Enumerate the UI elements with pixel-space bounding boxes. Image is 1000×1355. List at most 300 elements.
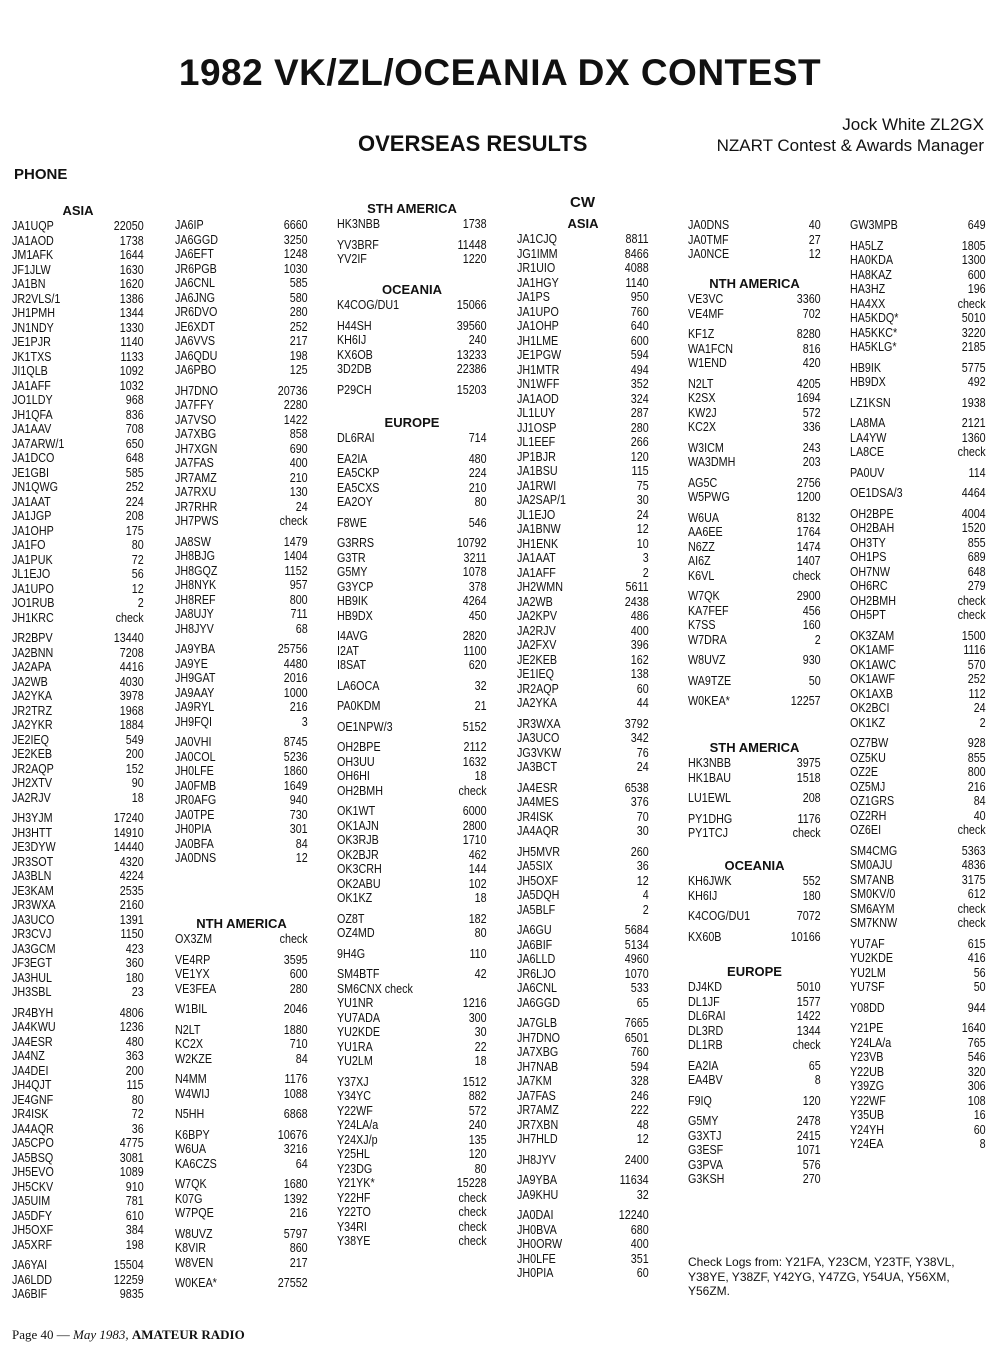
callsign: G5MY [337, 565, 368, 579]
result-row [337, 996, 487, 1011]
callsign: JA6BIF [517, 937, 553, 952]
callsign: JR7RHR [175, 499, 218, 514]
result-row [337, 819, 487, 834]
result-row [337, 891, 487, 906]
page-title: 1982 VK/ZL/OCEANIA DX CONTEST [178, 52, 822, 93]
callsign: EA2OY [337, 495, 373, 509]
result-row [337, 1118, 487, 1133]
score: 243 [802, 440, 821, 455]
result-row [175, 715, 308, 730]
callsign: JA1OHP [12, 523, 54, 538]
score: check [279, 514, 308, 528]
result-row [12, 1006, 144, 1021]
result-row [688, 233, 821, 248]
callsign: JH1PMH [12, 306, 56, 320]
result-row [517, 261, 649, 276]
score: 11448 [457, 237, 487, 252]
score: 4205 [796, 376, 821, 391]
result-row [688, 1059, 821, 1074]
score: 1330 [119, 320, 144, 335]
score: 1360 [961, 430, 986, 445]
result-row [175, 764, 308, 779]
result-row [337, 383, 487, 398]
result-row [12, 379, 144, 394]
callsign: JN1QWG [12, 480, 58, 494]
result-row [517, 1252, 649, 1267]
result-row [517, 435, 649, 450]
result-row [688, 554, 821, 569]
result-row [850, 716, 986, 731]
score: 180 [802, 888, 821, 903]
result-row [688, 791, 821, 806]
score: 1071 [796, 1143, 821, 1157]
callsign: JO1LDY [12, 393, 53, 407]
score: 1404 [283, 549, 308, 563]
result-row [175, 1087, 308, 1102]
callsign: JA1FO [12, 538, 46, 552]
score: 1884 [119, 718, 144, 732]
result-row [12, 1136, 144, 1151]
result-row [337, 658, 487, 673]
result-row [12, 611, 144, 626]
callsign: JA5DQH [517, 888, 560, 902]
callsign: Y23DG [337, 1161, 373, 1176]
score: 14440 [113, 840, 144, 854]
callsign: JA6LDD [12, 1272, 53, 1287]
score: 22386 [456, 362, 487, 376]
score: 8811 [625, 232, 649, 246]
result-row [175, 1177, 308, 1192]
score: 80 [474, 1161, 487, 1176]
score: 56 [973, 965, 986, 980]
score: 1407 [796, 554, 821, 568]
result-row [517, 1153, 649, 1168]
score: 1500 [961, 628, 986, 643]
score: 384 [125, 1223, 144, 1237]
callsign: H44SH [337, 318, 372, 333]
result-row [688, 618, 821, 633]
result-row [688, 327, 821, 342]
callsign: JA5CPO [12, 1136, 54, 1150]
result-row [12, 631, 144, 646]
score: 585 [125, 465, 144, 480]
result-row [517, 795, 649, 810]
result-row [850, 507, 986, 522]
callsign: JH2WMN [517, 580, 563, 594]
callsign: JE4GNF [12, 1092, 54, 1107]
result-row [12, 306, 144, 321]
score: 60 [636, 1266, 649, 1280]
score: 80 [131, 1092, 144, 1107]
score: 210 [468, 480, 487, 495]
score: 910 [125, 1179, 144, 1194]
callsign: JA2BNN [12, 645, 54, 660]
result-row [12, 826, 144, 841]
callsign: JH7XGN [175, 441, 218, 456]
score: 175 [125, 523, 144, 538]
result-row [688, 1094, 821, 1109]
result-row [337, 1147, 487, 1162]
result-row [517, 508, 649, 523]
callsign: W2KZE [175, 1051, 213, 1066]
score: 420 [802, 356, 821, 370]
result-row [175, 1157, 308, 1172]
section-title: NTH AMERICA [196, 916, 287, 931]
callsign: OX3ZM [175, 932, 213, 946]
result-row [850, 736, 986, 751]
callsign: EA5CXS [337, 480, 380, 495]
score: 1386 [119, 291, 144, 306]
callsign: OZ5KU [850, 750, 886, 765]
callsign: JP1BJR [517, 449, 556, 464]
score: 217 [289, 334, 308, 348]
callsign: HA8KAZ [850, 267, 892, 282]
score: 1512 [462, 1074, 487, 1089]
callsign: JA3HUL [12, 970, 53, 985]
result-row [517, 952, 649, 967]
score: 612 [967, 887, 986, 901]
callsign: K4COG/DU1 [337, 298, 400, 312]
result-row [12, 248, 144, 263]
callsign: JH1QFA [12, 407, 53, 422]
score: 336 [802, 420, 821, 434]
result-row [337, 431, 487, 446]
result-row [517, 305, 649, 320]
score: 1089 [119, 1165, 144, 1179]
result-row [517, 1045, 649, 1060]
result-row [12, 219, 144, 234]
score: 1116 [963, 643, 986, 657]
result-row [12, 277, 144, 292]
callsign: JE2KEB [517, 652, 558, 667]
score: 42 [474, 967, 487, 981]
callsign: OE1DSA/3 [850, 486, 903, 500]
section-title: STH AMERICA [709, 740, 800, 755]
result-row [175, 1276, 308, 1291]
callsign: JR2BPV [12, 631, 53, 645]
mode-cw: CW [570, 194, 595, 211]
callsign: DL1RB [688, 1038, 723, 1052]
callsign: JH3YJM [12, 811, 53, 825]
result-row [175, 427, 308, 442]
score: 957 [289, 578, 308, 592]
score: 12 [131, 581, 144, 596]
callsign: JK1TXS [12, 349, 52, 364]
callsign: JA1AOD [517, 391, 559, 406]
callsign: JA0DNS [688, 218, 730, 232]
score: 1344 [119, 306, 144, 320]
results-section [517, 215, 649, 1281]
score: 1577 [796, 994, 821, 1009]
score: 24 [973, 701, 986, 715]
result-row [850, 873, 986, 888]
score: 50 [973, 980, 986, 994]
result-row [175, 349, 308, 364]
result-row [517, 609, 649, 624]
result-row [12, 1180, 144, 1195]
callsign: JH4QJT [12, 1078, 52, 1092]
result-row [337, 580, 487, 595]
callsign: JA6GGD [517, 995, 561, 1010]
score: 494 [630, 362, 649, 377]
result-row [337, 1191, 487, 1206]
result-row [175, 1002, 308, 1017]
callsign: OK1AWF [850, 672, 896, 686]
callsign: HA0KDA [850, 253, 894, 267]
score: 3250 [283, 232, 308, 247]
result-row [850, 1050, 986, 1065]
callsign: JA4AQR [517, 824, 559, 838]
score: 160 [802, 618, 821, 632]
result-row [688, 1172, 821, 1187]
callsign: G3PVA [688, 1157, 724, 1172]
callsign: JH5EVO [12, 1165, 54, 1179]
score: 14910 [113, 825, 144, 840]
result-row [175, 1023, 308, 1038]
result-row [12, 1093, 144, 1108]
callsign: JA5BLF [517, 902, 556, 917]
score: 208 [802, 791, 821, 805]
callsign: Y38YE [337, 1234, 371, 1248]
callsign: JA1UQP [12, 219, 54, 233]
callsign: JH8GQZ [175, 563, 218, 578]
score: 3978 [119, 689, 144, 703]
result-row [175, 1256, 308, 1271]
callsign: JR2TRZ [12, 703, 53, 718]
result-row [850, 550, 986, 565]
result-row [175, 1142, 308, 1157]
callsign: JA8SW [175, 534, 211, 549]
callsign: K07G [175, 1191, 203, 1206]
result-row [850, 579, 986, 594]
result-row [12, 582, 144, 597]
callsign: JG3VKW [517, 745, 562, 760]
result-row [517, 1060, 649, 1075]
result-row [175, 514, 308, 529]
callsign: JA2WB [517, 594, 553, 609]
score: 2400 [624, 1152, 649, 1167]
score: 5152 [462, 719, 487, 734]
callsign: YU2KDE [337, 1025, 381, 1039]
callsign: JA0FMB [175, 778, 217, 793]
score: 6538 [624, 780, 649, 795]
callsign: JA2YKA [12, 689, 53, 703]
result-row [688, 1143, 821, 1158]
result-row [517, 232, 649, 247]
score: 216 [967, 779, 986, 794]
callsign: KA6CZS [175, 1156, 217, 1171]
callsign: JR0AFG [175, 793, 217, 807]
result-row [850, 1108, 986, 1123]
score: 1649 [283, 778, 308, 793]
result-row [850, 844, 986, 859]
score: 22050 [113, 219, 144, 233]
callsign: JJ1OSP [517, 420, 557, 435]
result-row [175, 779, 308, 794]
callsign: EA4BV [688, 1073, 723, 1087]
callsign: VE4MF [688, 306, 724, 321]
callsign: JE1IEQ [517, 667, 555, 681]
result-row [517, 1208, 649, 1223]
result-row [12, 747, 144, 762]
results-section [175, 915, 308, 1291]
score: 222 [630, 1103, 649, 1117]
score: 75 [636, 478, 649, 493]
result-row [688, 694, 821, 709]
result-row [337, 679, 487, 694]
score: 950 [630, 290, 649, 304]
score: 5363 [961, 843, 986, 858]
score: 120 [468, 1147, 487, 1161]
callsign: JH8NYK [175, 578, 217, 592]
score: 11634 [619, 1173, 649, 1187]
result-row [337, 1040, 487, 1055]
callsign: JR2AQP [12, 761, 54, 776]
callsign: JA1PS [517, 290, 550, 304]
score: 12 [636, 1132, 649, 1146]
callsign: JH1MTR [517, 362, 560, 377]
score: 5775 [961, 360, 986, 375]
score: 400 [289, 456, 308, 470]
callsign: JN1NDY [12, 320, 54, 335]
result-row [517, 874, 649, 889]
result-row [337, 1220, 487, 1235]
result-row [517, 746, 649, 761]
callsign: JA4MES [517, 795, 559, 809]
callsign: JH7HLD [517, 1132, 558, 1146]
score: 10166 [790, 929, 821, 944]
callsign: W7QK [175, 1177, 207, 1191]
result-row [12, 898, 144, 913]
score: 70 [636, 809, 649, 824]
callsign: JA7FAS [175, 456, 214, 470]
result-row [337, 699, 487, 714]
score: 2 [979, 715, 986, 730]
callsign: JH1KRC [12, 610, 54, 625]
result-row [175, 471, 308, 486]
callsign: W8VEN [175, 1255, 214, 1270]
result-row [12, 364, 144, 379]
score: 1938 [961, 395, 986, 410]
score: 5134 [624, 937, 649, 952]
result-row [850, 1021, 986, 1036]
score: 8132 [796, 510, 821, 525]
results-section [12, 202, 144, 1302]
score: 4264 [462, 594, 487, 608]
callsign: W7QK [688, 589, 720, 603]
score: check [957, 916, 986, 930]
callsign: PA0KDM [337, 699, 381, 713]
result-row [850, 416, 986, 431]
score: 2438 [624, 594, 649, 609]
result-row [337, 1234, 487, 1249]
results-section [688, 218, 821, 262]
result-row [688, 604, 821, 619]
callsign: OH2BPE [337, 740, 381, 754]
result-row [175, 549, 308, 564]
score: 270 [802, 1172, 821, 1186]
result-row [175, 735, 308, 750]
score: 80 [474, 495, 487, 509]
section-title: STH AMERICA [367, 201, 457, 216]
result-row [517, 1188, 649, 1203]
score: 2112 [463, 740, 487, 754]
callsign: DL6RAI [688, 1009, 726, 1023]
callsign: OK2BCI [850, 701, 890, 715]
score: check [957, 823, 986, 837]
result-row [688, 874, 821, 889]
result-row [337, 740, 487, 755]
score: 64 [295, 1156, 308, 1171]
callsign: JH2XTV [12, 776, 53, 790]
result-row [337, 862, 487, 877]
callsign: JL1EEF [517, 435, 556, 449]
score: 246 [630, 1088, 649, 1103]
score: 10 [636, 536, 649, 551]
callsign: JH1ENK [517, 536, 559, 551]
callsign: JR7AMZ [517, 1103, 559, 1117]
result-row [12, 718, 144, 733]
score: 1620 [119, 277, 144, 291]
score: 32 [474, 678, 487, 693]
callsign: JA9KHU [517, 1187, 559, 1202]
score: 1520 [961, 521, 986, 535]
score: 200 [125, 1063, 144, 1078]
callsign: JI1QLB [12, 364, 48, 378]
result-row [12, 509, 144, 524]
result-row [12, 1049, 144, 1064]
score: 6660 [283, 218, 308, 232]
result-row [12, 538, 144, 553]
result-row [850, 445, 986, 460]
score: 1088 [283, 1086, 308, 1101]
callsign: JA6GGD [175, 232, 219, 247]
score: 4320 [119, 854, 144, 869]
result-row [688, 633, 821, 648]
score: 1070 [624, 966, 649, 981]
result-row [12, 1209, 144, 1224]
result-row [12, 1194, 144, 1209]
callsign: W3ICM [688, 440, 724, 455]
callsign: KC2X [688, 420, 717, 434]
callsign: JR6PGB [175, 261, 217, 276]
callsign: JA1RWI [517, 478, 557, 493]
callsign: JH3HTT [12, 825, 53, 840]
callsign: Y24YH [850, 1122, 885, 1137]
score: 18 [474, 1054, 487, 1068]
results-section [337, 414, 487, 1249]
result-row [517, 479, 649, 494]
callsign: W7PQE [175, 1206, 214, 1220]
score: 320 [967, 1064, 986, 1079]
result-row [12, 1122, 144, 1137]
callsign: I4AVG [337, 629, 368, 643]
callsign: DL3RD [688, 1023, 724, 1038]
score: check [792, 1038, 821, 1052]
score: 855 [967, 750, 986, 765]
result-row [688, 826, 821, 841]
callsign: JR3SOT [12, 854, 54, 869]
score: 36 [131, 1121, 144, 1136]
score: 1300 [961, 253, 986, 267]
callsign: JE6XDT [175, 319, 216, 334]
footer-publication: AMATEUR RADIO [131, 1327, 245, 1342]
callsign: I8SAT [337, 658, 367, 672]
result-row [517, 717, 649, 732]
callsign: Y21YK* [337, 1176, 375, 1190]
result-row [12, 855, 144, 870]
callsign: OH5PT [850, 608, 886, 622]
